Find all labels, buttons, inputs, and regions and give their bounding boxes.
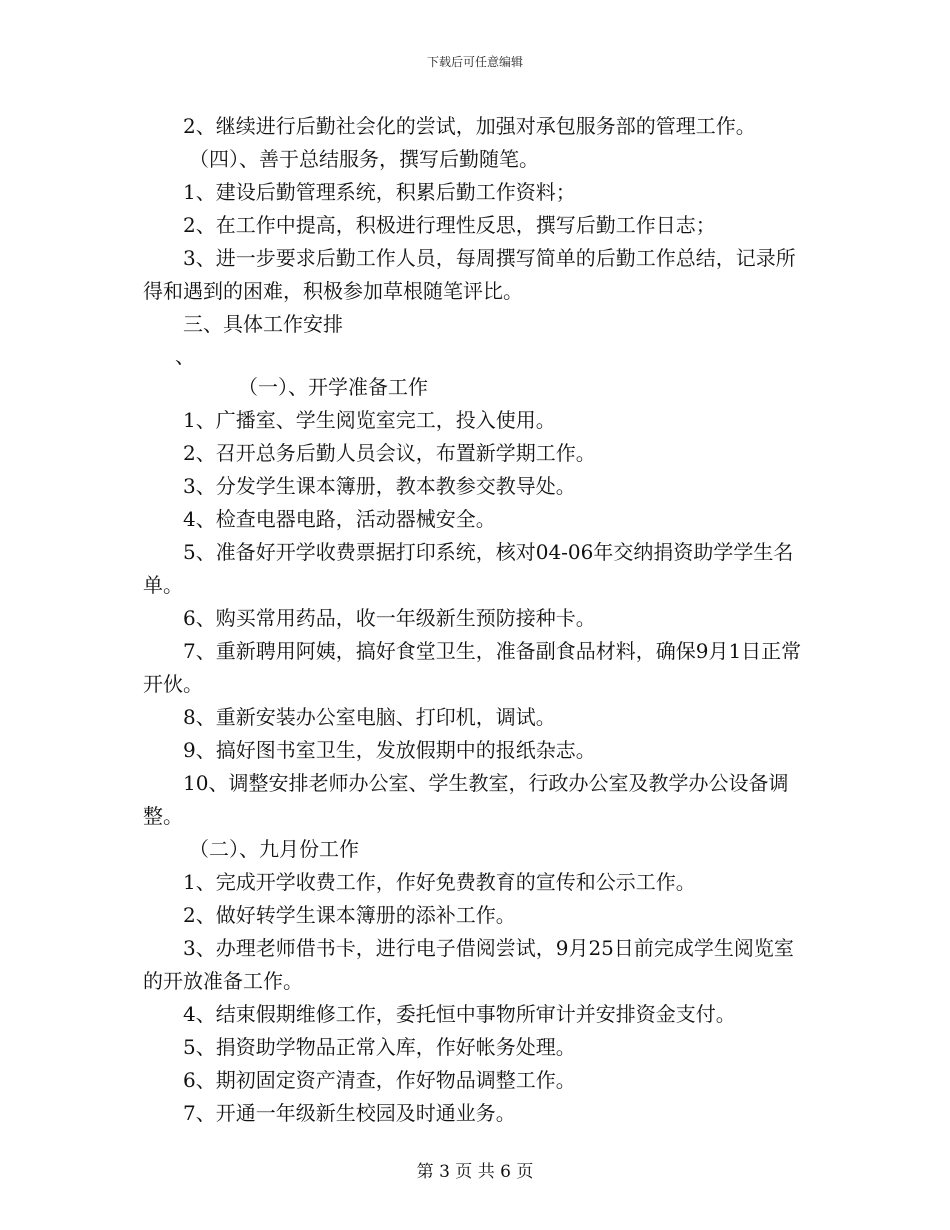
paragraph: 6、购买常用药品，收一年级新生预防接种卡。 xyxy=(183,606,596,630)
paragraph: 2、做好转学生课本簿册的添补工作。 xyxy=(183,903,516,927)
paragraph: 1、广播室、学生阅览室完工，投入使用。 xyxy=(183,408,556,432)
section-heading: （二）、九月份工作 xyxy=(189,837,359,861)
paragraph: 5、捐资助学物品正常入库，作好帐务处理。 xyxy=(183,1035,576,1059)
paragraph: 6、期初固定资产清查，作好物品调整工作。 xyxy=(183,1068,576,1092)
paragraph: 10、调整安排老师办公室、学生教室，行政办公室及教学办公设备调整。 xyxy=(143,771,789,828)
paragraph: 7、重新聘用阿姨，搞好食堂卫生，准备副食品材料，确保9月1日正常开伙。 xyxy=(143,639,802,696)
paragraph: 2、在工作中提高，积极进行理性反思，撰写后勤工作日志； xyxy=(183,213,716,237)
document-body xyxy=(143,110,807,1130)
paragraph: 3、进一步要求后勤工作人员，每周撰写简单的后勤工作总结，记录所得和遇到的困难，积极参加草根随笔评比。 xyxy=(143,246,796,303)
page-footer: 第 3 页 共 6 页 xyxy=(416,1162,534,1182)
paragraph: 1、完成开学收费工作，作好免费教育的宣传和公示工作。 xyxy=(183,870,696,894)
paragraph: 4、检查电器电路，活动器械安全。 xyxy=(183,507,496,531)
stray-mark: 、 xyxy=(175,344,195,368)
paragraph: 8、重新安装办公室电脑、打印机，调试。 xyxy=(183,705,556,729)
section-heading: 三、具体工作安排 xyxy=(183,312,343,336)
paragraph: 9、搞好图书室卫生，发放假期中的报纸杂志。 xyxy=(183,738,596,762)
paragraph: 1、建设后勤管理系统，积累后勤工作资料； xyxy=(183,180,576,204)
paragraph: 2、召开总务后勤人员会议，布置新学期工作。 xyxy=(183,441,596,465)
page-header: 下载后可任意编辑 xyxy=(426,55,523,69)
paragraph: 2、继续进行后勤社会化的尝试，加强对承包服务部的管理工作。 xyxy=(183,114,756,138)
section-heading: （一）、开学准备工作 xyxy=(238,375,428,399)
paragraph: 3、办理老师借书卡，进行电子借阅尝试，9月25日前完成学生阅览室的开放准备工作。 xyxy=(143,936,794,993)
paragraph: 7、开通一年级新生校园及时通业务。 xyxy=(183,1101,516,1125)
paragraph: 5、准备好开学收费票据打印系统，核对04-06年交纳捐资助学学生名单。 xyxy=(143,540,794,597)
section-heading: （四）、善于总结服务，撰写后勤随笔。 xyxy=(189,147,539,171)
paragraph: 3、分发学生课本簿册，教本教参交教导处。 xyxy=(183,474,576,498)
paragraph: 4、结束假期维修工作，委托恒中事物所审计并安排资金支付。 xyxy=(183,1002,736,1026)
